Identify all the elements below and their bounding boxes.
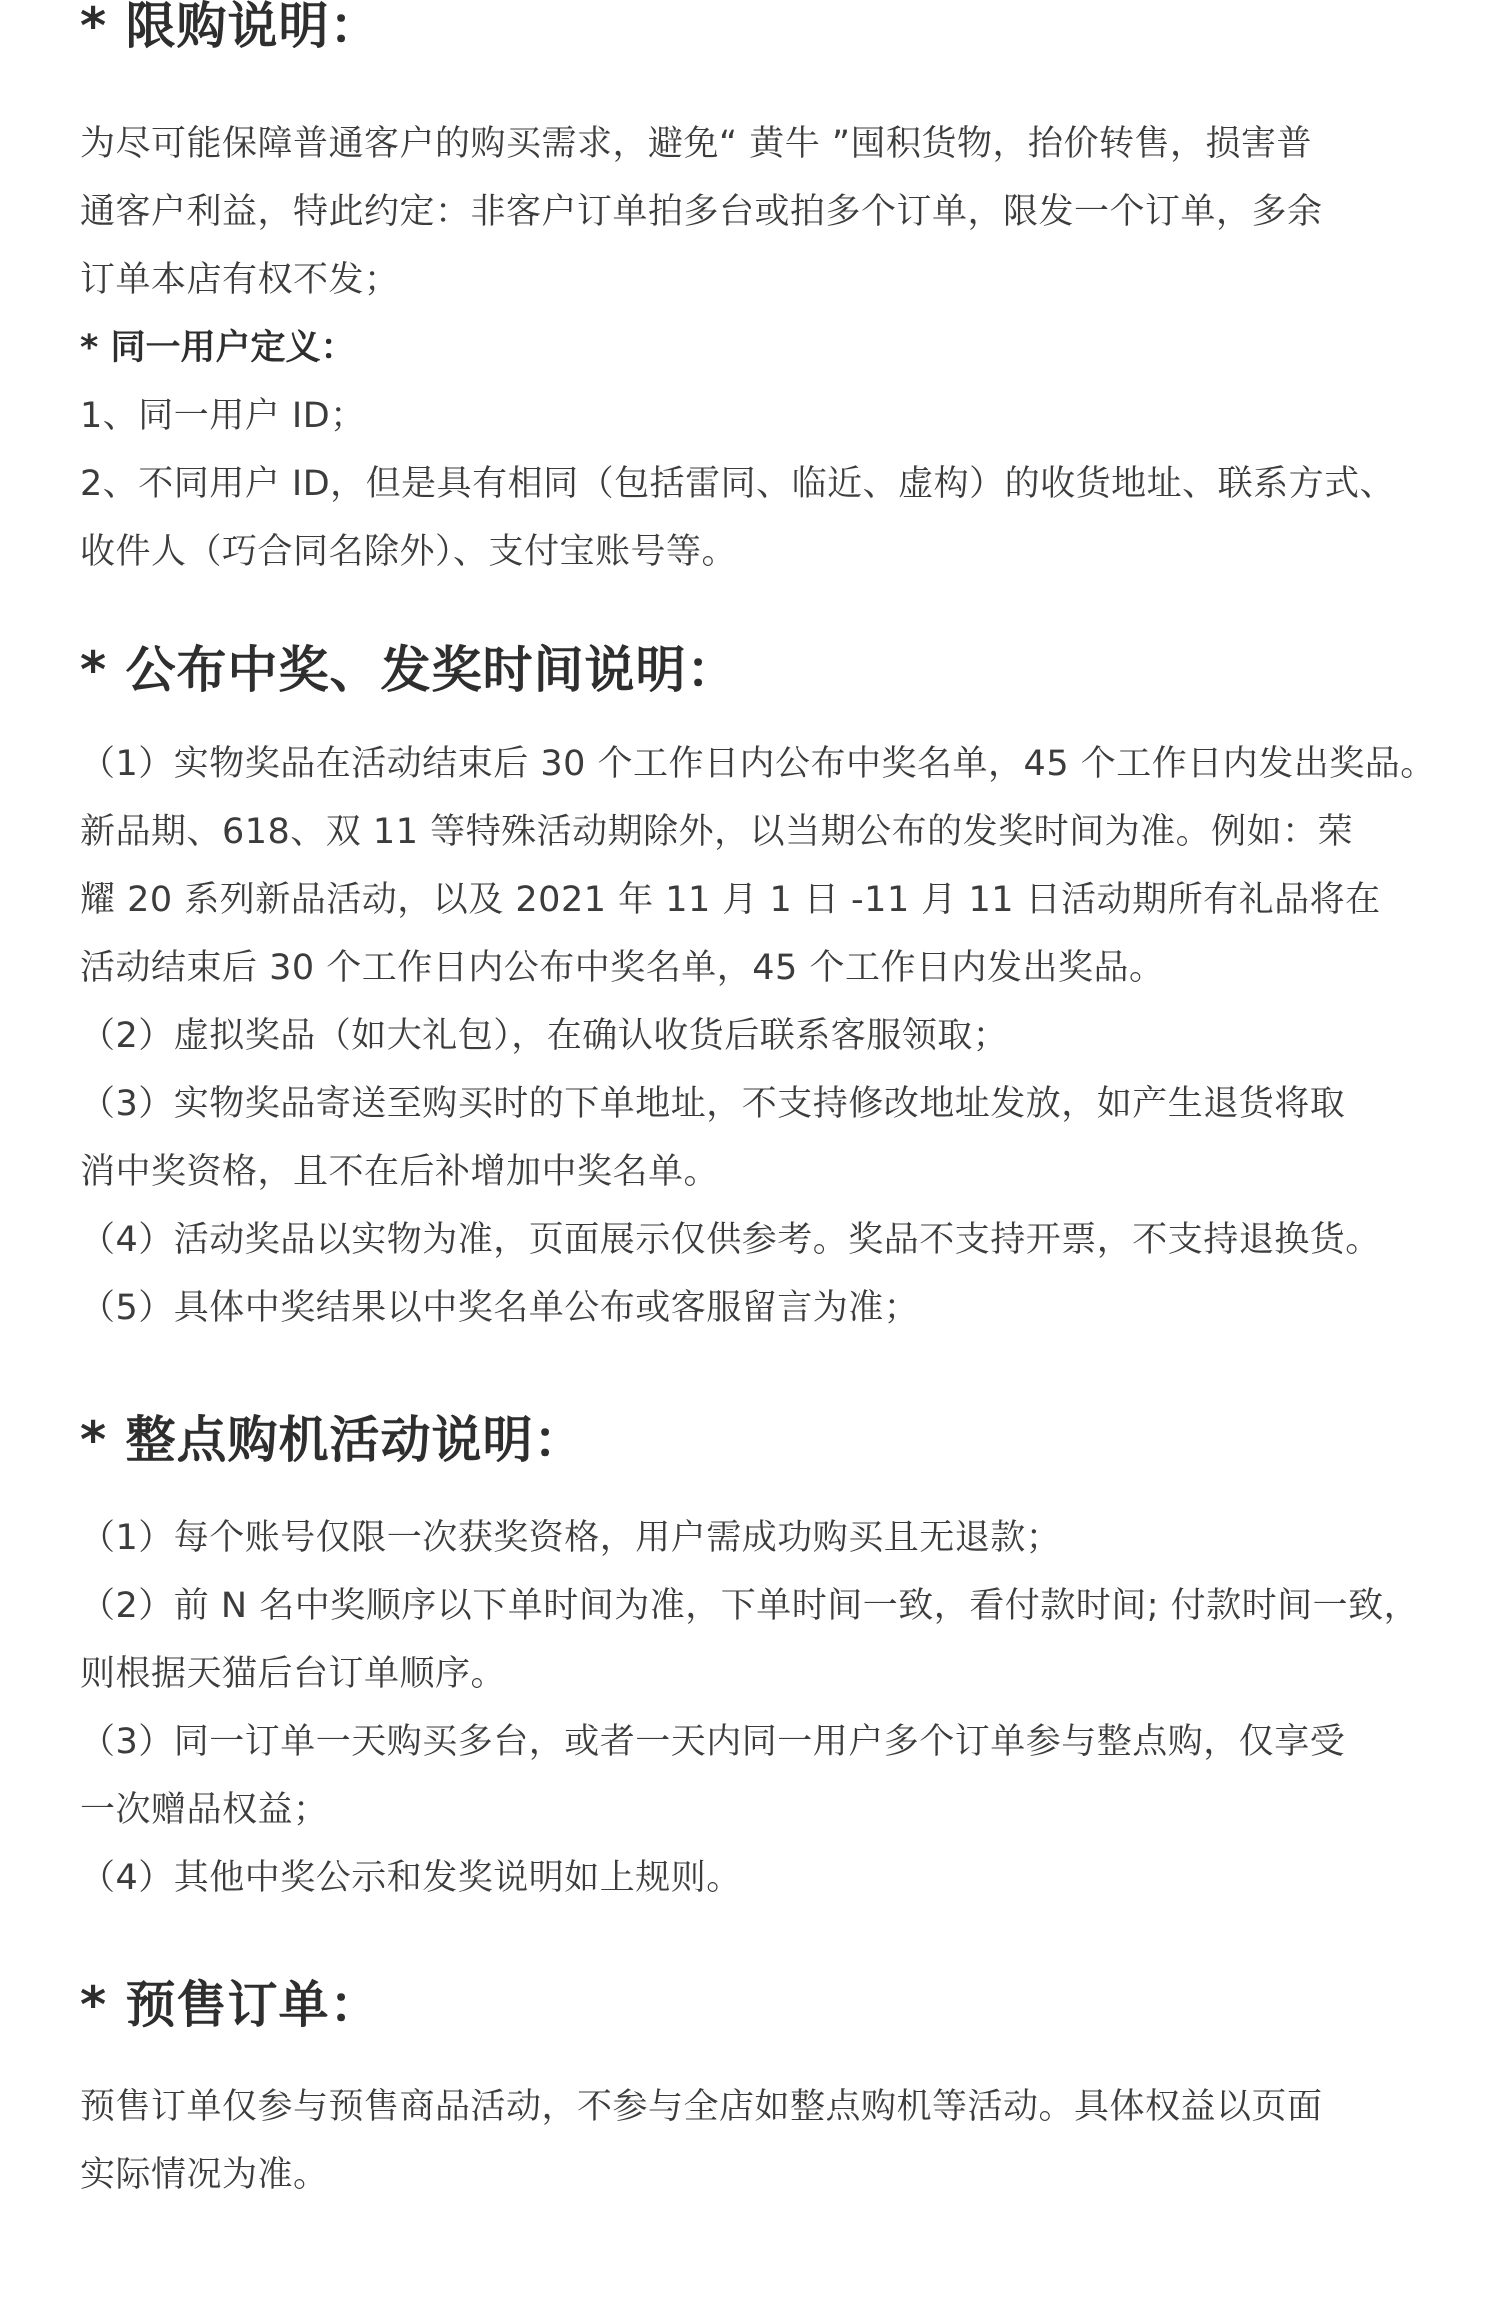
paragraph-line: 一次赠品权益； [80, 1790, 329, 1830]
section-heading-presale-orders: * 预售订单： [80, 1976, 381, 2034]
section-heading-prize-announcement: * 公布中奖、发奖时间说明： [80, 641, 738, 699]
section-heading-hourly-purchase: * 整点购机活动说明： [80, 1411, 585, 1469]
paragraph-line: 为尽可能保障普通客户的购买需求，避免“ 黄牛 ”囤积货物，抬价转售，损害普 [80, 124, 1313, 164]
paragraph-line: 预售订单仅参与预售商品活动，不参与全店如整点购机等活动。具体权益以页面 [80, 2087, 1323, 2127]
section-prize-announcement [80, 640, 1480, 1342]
paragraph-line: 耀 20 系列新品活动，以及 2021 年 11 月 1 日 -11 月 11 日活动期所有礼品将在 [80, 880, 1381, 920]
section-purchase-limit [80, 0, 1480, 586]
paragraph-line: 2、不同用户 ID，但是具有相同（包括雷同、临近、虚构）的收货地址、联系方式、 [80, 464, 1396, 504]
paragraph-line: 新品期、618、双 11 等特殊活动期除外，以当期公布的发奖时间为准。例如：荣 [80, 812, 1354, 852]
paragraph-line: 则根据天猫后台订单顺序。 [80, 1654, 507, 1694]
paragraph-line: 通客户利益，特此约定：非客户订单拍多台或拍多个订单，限发一个订单，多余 [80, 192, 1323, 232]
paragraph-line: 实际情况为准。 [80, 2155, 329, 2195]
section-presale-orders [80, 1975, 1480, 2209]
paragraph-line: （2）虚拟奖品（如大礼包），在确认收货后联系客服领取； [80, 1016, 1009, 1056]
paragraph-line: （4）其他中奖公示和发奖说明如上规则。 [80, 1858, 742, 1898]
paragraph-line: （1）每个账号仅限一次获奖资格，用户需成功购买且无退款； [80, 1518, 1062, 1558]
paragraph-line: 1、同一用户 ID； [80, 396, 366, 436]
paragraph-line: （3）同一订单一天购买多台，或者一天内同一用户多个订单参与整点购，仅享受 [80, 1722, 1346, 1762]
paragraph-line: （1）实物奖品在活动结束后 30 个工作日内公布中奖名单，45 个工作日内发出奖品。 [80, 744, 1436, 784]
paragraph-line: 活动结束后 30 个工作日内公布中奖名单，45 个工作日内发出奖品。 [80, 948, 1165, 988]
paragraph-line: （4）活动奖品以实物为准，页面展示仅供参考。奖品不支持开票，不支持退换货。 [80, 1220, 1381, 1260]
subheading-same-user-definition: * 同一用户定义： [80, 328, 356, 368]
paragraph-line: 订单本店有权不发； [80, 260, 400, 300]
paragraph-line: （5）具体中奖结果以中奖名单公布或客服留言为准； [80, 1288, 920, 1328]
section-heading-purchase-limit: * 限购说明： [80, 0, 381, 55]
paragraph-line: （2）前 N 名中奖顺序以下单时间为准，下单时间一致，看付款时间; 付款时间一致， [80, 1586, 1420, 1626]
paragraph-line: 收件人（巧合同名除外）、支付宝账号等。 [80, 532, 738, 572]
section-hourly-purchase [80, 1410, 1480, 1912]
paragraph-line: （3）实物奖品寄送至购买时的下单地址，不支持修改地址发放，如产生退货将取 [80, 1084, 1346, 1124]
paragraph-line: 消中奖资格，且不在后补增加中奖名单。 [80, 1152, 720, 1192]
